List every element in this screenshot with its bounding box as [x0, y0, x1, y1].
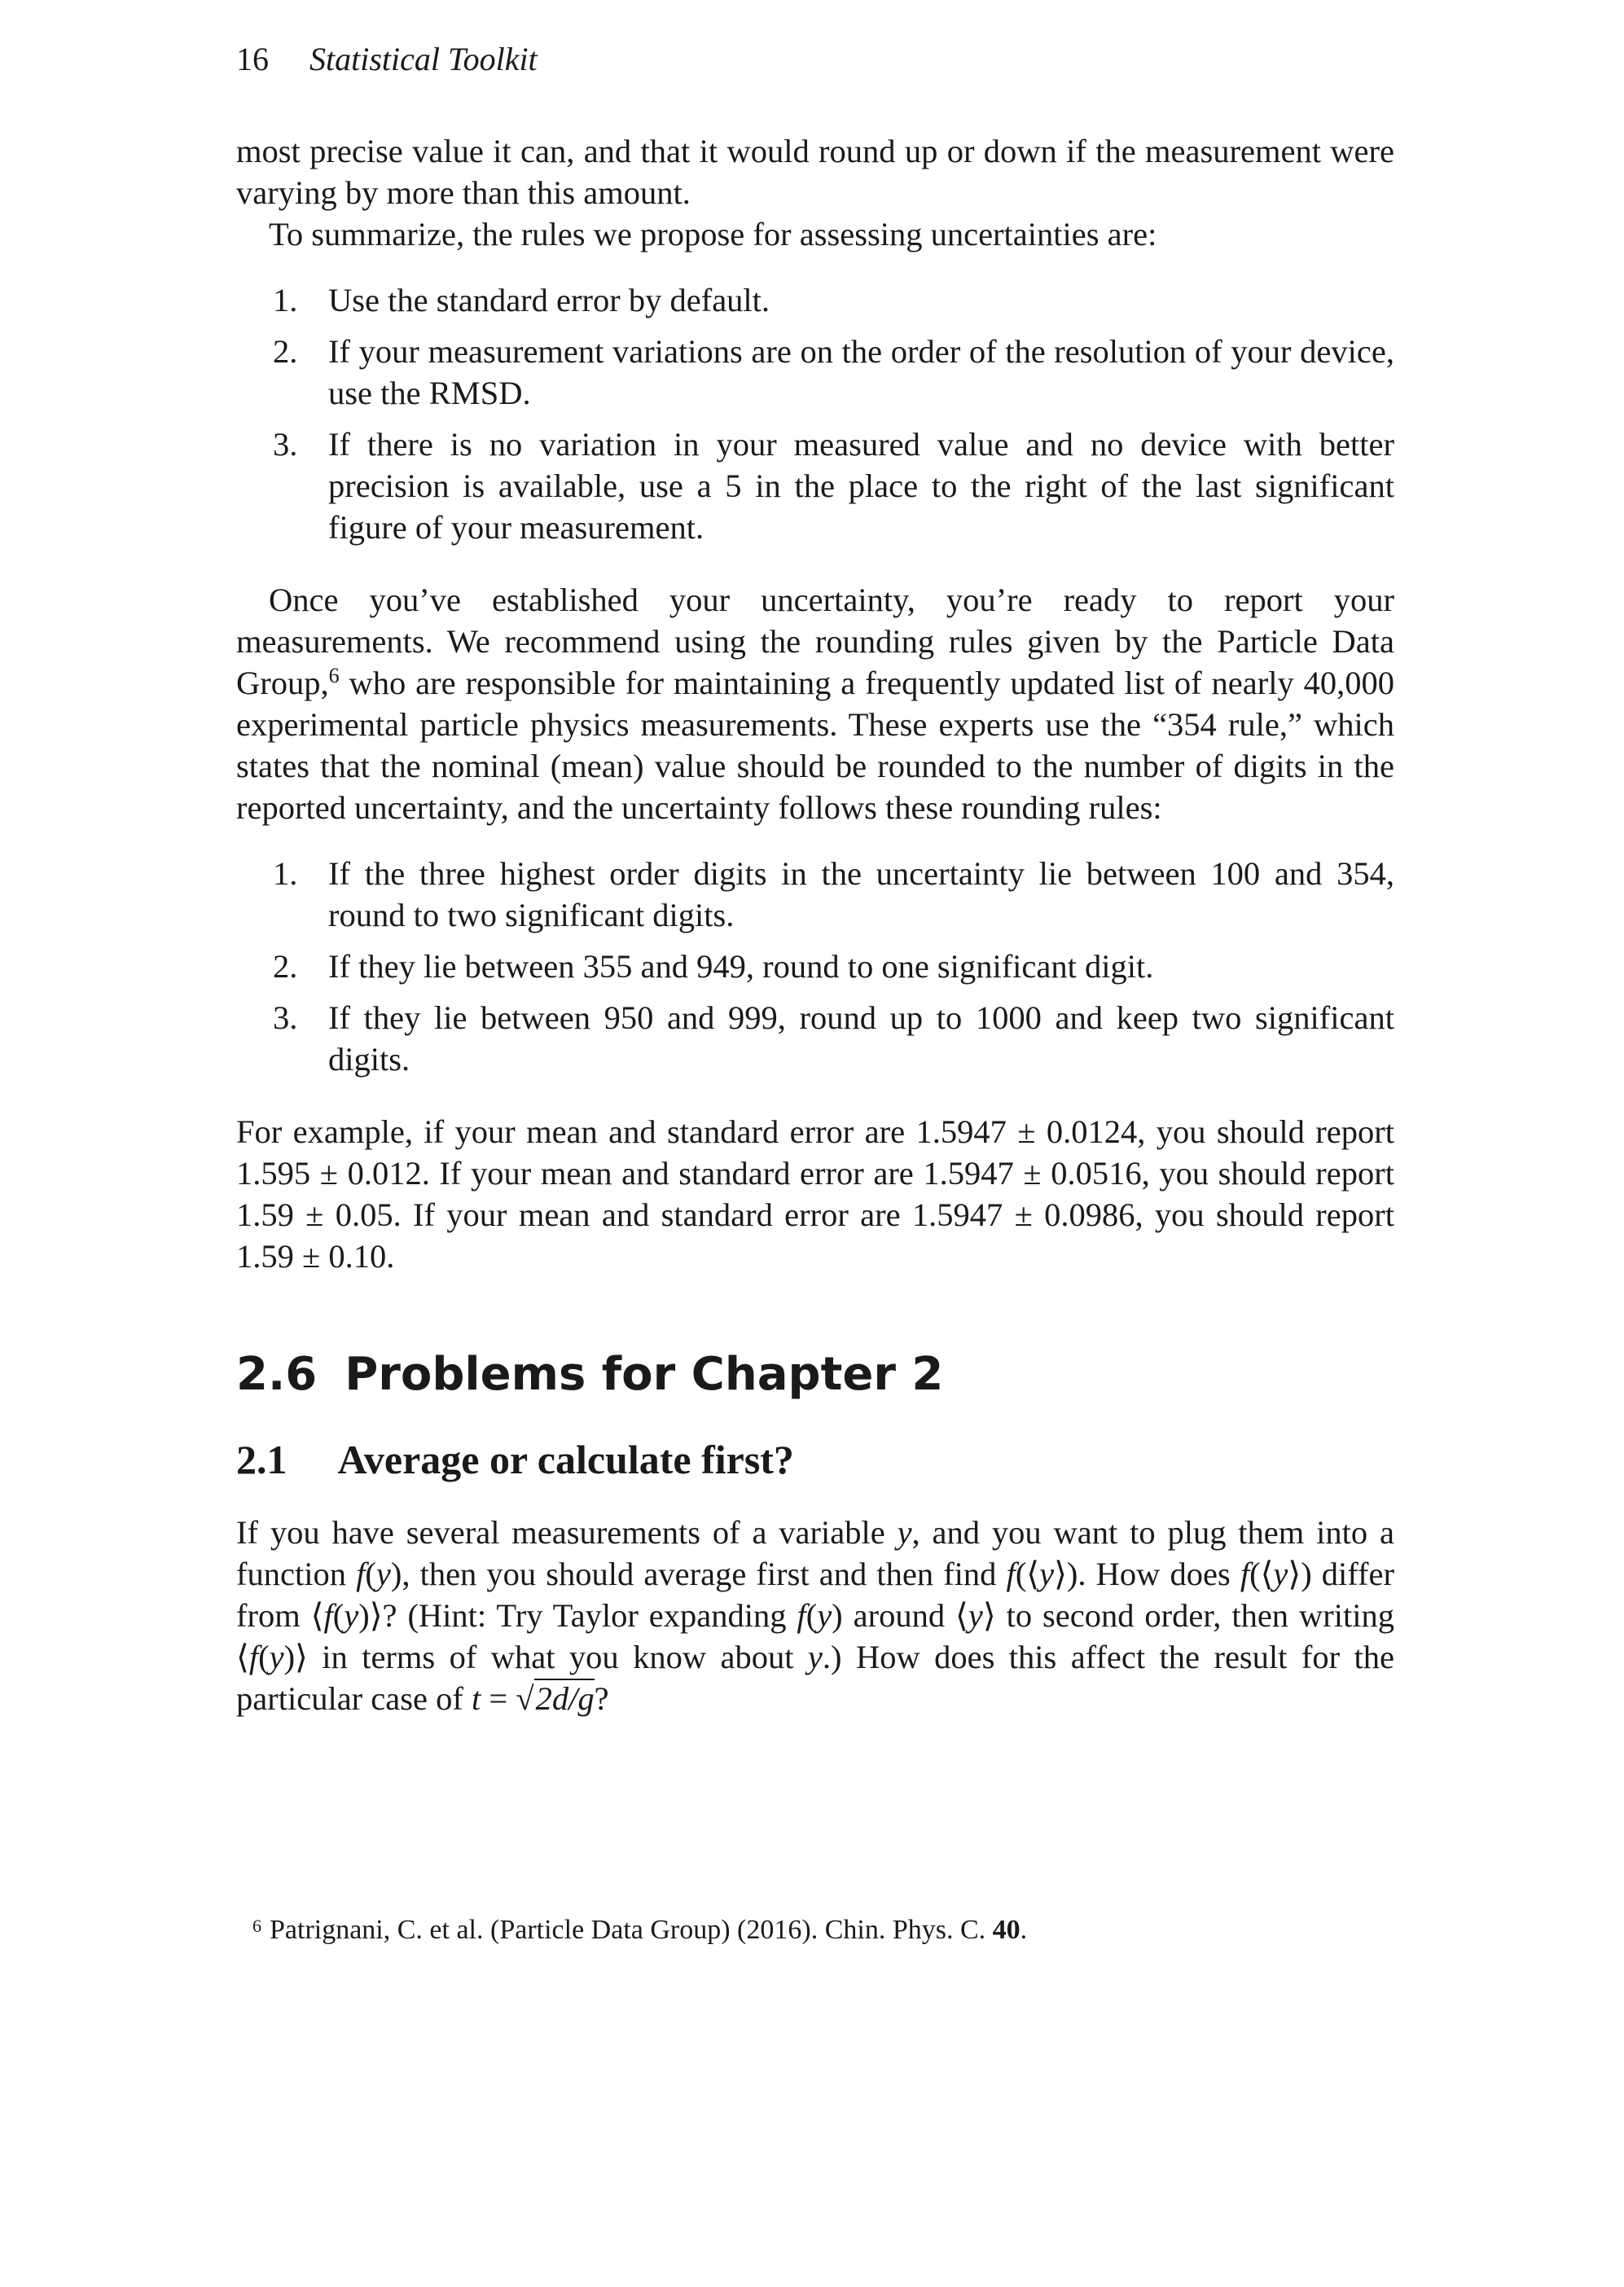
- problem-title: Average or calculate first?: [337, 1437, 794, 1482]
- footnote: [252, 1912, 1027, 1948]
- report-text-b: who are responsible for maintaining a frequently updated list of nearly 40,000 experimental particle physics measurements. These experts use the “354 rule,” which states that the nominal (mean) value should be rounded to the number of digits in the reported uncertainty, and the uncertainty follows these rounding rules:: [236, 665, 1394, 826]
- list-item: [236, 997, 1394, 1080]
- problem-number: 2.1: [236, 1437, 287, 1482]
- list-item: [236, 853, 1394, 936]
- rounding-rules-list: [236, 853, 1394, 1080]
- example-paragraph: For example, if your mean and standard error are 1.5947 ± 0.0124, you should report 1.595 ± 0.012. If your mean and standard error are 1.5947 ± 0.0516, you should report 1.59 ± 0.05. If your mean and standard error are 1.5947 ± 0.0986, you should report 1.59 ± 0.10.: [236, 1113, 1394, 1275]
- list-number: 1.: [273, 855, 298, 892]
- list-text: If they lie between 355 and 949, round to one significant digit.: [328, 948, 1154, 985]
- list-number: 1.: [273, 282, 298, 318]
- footnote-number: 6: [252, 1916, 261, 1936]
- list-text: If they lie between 950 and 999, round up to 1000 and keep two significant digits.: [328, 999, 1394, 1078]
- section-heading: [236, 1349, 1394, 1401]
- sqrt-argument: 2d/g: [535, 1680, 595, 1717]
- list-text: Use the standard error by default.: [328, 282, 770, 318]
- problem-heading: [236, 1435, 1394, 1484]
- uncertainty-rules-list: [236, 279, 1394, 548]
- page-number: 16: [236, 41, 269, 77]
- list-number: 3.: [273, 426, 298, 463]
- list-number: 3.: [273, 999, 298, 1036]
- list-item: [236, 946, 1394, 987]
- list-item: [236, 424, 1394, 548]
- main-text: [236, 130, 1394, 1719]
- footnote-volume: 40: [992, 1915, 1020, 1945]
- list-text: If there is no variation in your measured value and no device with better precision is available, use a 5 in the place to the right of the last significant figure of your measurement.: [328, 426, 1394, 546]
- problem-text: If you have several measurements of a variable y, and you want to plug them into a function f(y), then you should average first and then find f(⟨y⟩). How does f(⟨y⟩) differ from ⟨f(y)⟩? (Hint: Try Taylor expanding f(y) around ⟨y⟩ to second order, then writing ⟨f(y)⟩ in terms of what you know about y.) How does this affect the result for the particular case of t = √2d/g?: [236, 1514, 1395, 1717]
- intro-paragraph: most precise value it can, and that it would round up or down if the measurement were varying by more than this amount.: [236, 133, 1394, 211]
- list-number: 2.: [273, 948, 298, 985]
- footnote-text: Patrignani, C. et al. (Particle Data Group) (2016). Chin. Phys. C.: [270, 1915, 993, 1945]
- report-text-a: Once you’ve established your uncertainty, you’re ready to report your measurements. We recommend using the rounding rules given by the Particle Data Group,: [236, 582, 1394, 701]
- running-header: [236, 39, 538, 80]
- list-item: [236, 279, 1394, 321]
- list-number: 2.: [273, 333, 298, 370]
- section-title: Problems for Chapter 2: [345, 1348, 944, 1401]
- footnote-marker: 6: [328, 664, 340, 687]
- running-title: Statistical Toolkit: [309, 41, 538, 77]
- list-text: If your measurement variations are on the order of the resolution of your device, use the RMSD.: [328, 333, 1394, 411]
- footnote-end: .: [1020, 1915, 1028, 1945]
- summary-paragraph: To summarize, the rules we propose for assessing uncertainties are:: [269, 216, 1157, 252]
- report-paragraph: [236, 579, 1394, 828]
- list-text: If the three highest order digits in the uncertainty lie between 100 and 354, round to two significant digits.: [328, 855, 1394, 933]
- list-item: [236, 331, 1394, 414]
- section-number: 2.6: [236, 1348, 318, 1401]
